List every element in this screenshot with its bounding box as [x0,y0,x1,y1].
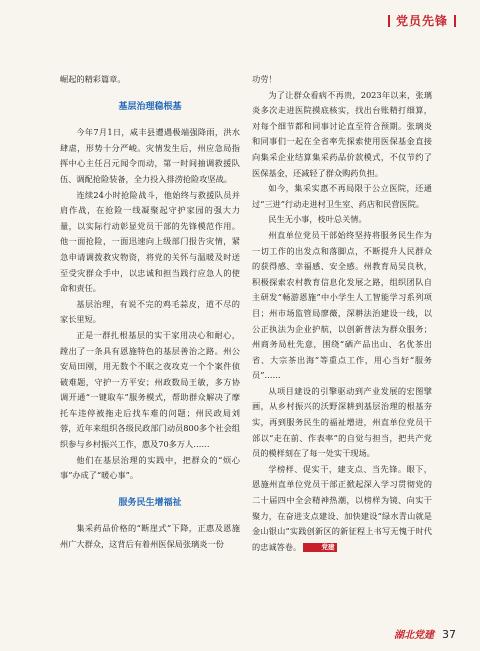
paragraph: 如今，集采实惠不再局限于公立医院，还通过“三进”行动走进村卫生室、药店和民营医院。 [252,183,432,209]
paragraph: 连续24小时抢险战斗，他始终与救援队员并肩作战，在抢险一线凝聚起守护家园的强大力量，以实际行动彰显党员干部的先锋模范作用。他一面抢险，一面迅速向上级部门报告灾情，紧急申请调拨救灾物资，将党的关怀与温暖及时送至受灾群众手中，以忠诚和担当践行应急人的使命和责任。 [60,189,240,294]
paragraph: 正是一群扎根基层的实干家用决心和耐心，蹚出了一条具有恩施特色的基层善治之路。州公安局田刚，用无数个不眠之夜攻克一个个案件侦破难题，守护一方平安；州政数局王敏，多方协调开通“一键取车”服务模式，帮助群众解决了摩托车违停被拖走后找车难的问题；州民政局刘蓉，近年来组织各级民政部门动员800多个社会组织参与乡村振兴工作，惠及70多万人…… [60,329,240,450]
paragraph: 为了让群众看病不再贵，2023年以来，张璃炎多次走进医院摸底核实，找出台账精打细算，对每个细节都和同事讨论直至符合预期。张璃炎和同事们一起在全省率先探索使用医保基金直接向集采企业结算集采药品价款模式，不仅节约了医保基金，还减轻了群众购药负担。 [252,89,432,178]
magazine-name: 湖北党建 [394,630,434,641]
paragraph-text: 学榜样、促实干，建支点、当先锋。眼下，恩施州直单位党员干部正掀起深入学习贯彻党的二十届四中全会精神热潮，以榜样为镜、向实干聚力，在奋进支点建设、加快建设“绿水青山就是金山银山”实践创新区的新征程上书写无愧于时代的忠诚答卷。 [252,463,432,552]
right-column [252,72,432,555]
paragraph: 今年7月1日，咸丰县遭遇极端强降雨，洪水肆虐，形势十分严峻。灾情发生后，州应急局指挥中心主任吕元闻令而动，第一时间抽调救援队伍、调配抢险装备，全力投入排涝抢险攻坚战。 [60,127,240,184]
page-footer [394,626,456,641]
paragraph: 崛起的精彩篇章。 [60,74,126,84]
section-heading: 基层治理稳根基 [118,101,182,112]
paragraph: 民生无小事，枝叶总关情。 [268,214,367,225]
paragraph: 基层治理，有说不完的鸡毛蒜皮，道不尽的家长里短。 [60,298,240,325]
page-number: 37 [442,628,456,641]
paragraph: 集采药品价格的“断崖式”下降，正惠及恩施州广大群众，这背后有着州医保局张璃炎一份 [60,523,240,550]
column-tag-label: 党员先锋 [395,14,448,28]
tag-bar-right [454,15,456,27]
tag-bar-left [388,15,390,27]
column-tag [388,12,456,29]
paragraph: 州直单位党员干部始终坚持将服务民生作为一切工作的出发点和落脚点，不断提升人民群众的获得感、幸福感、安全感。州教育局吴良秋，积极探索农村教育信息化发展之路，组织团队自主研发“畅游恩施”中小学生人工智能学习系列项目；州市场监管局廖薇，深耕法治建设一线，以公正执法为企业护航，以创新普法为群众服务；州商务局杜先意，围绕“硒产品出山、名优茶出省、大宗茶出海”等重点工作，用心当好“服务员”…… [252,229,432,381]
section-heading: 服务民生增福祉 [118,497,182,508]
paragraph-final [252,462,432,556]
paragraph: 他们在基层治理的实践中，把群众的“烦心事”办成了“暖心事”。 [60,454,240,481]
end-stamp: 党建 [303,543,336,552]
paragraph: 从项目建设的引擎驱动到产业发展的宏图擘画，从乡村振兴的沃野深耕到基层治理的根基夯实，再到服务民生的福祉增进，州直单位党员干部以“走在前、作表率”的自觉与担当，把共产党员的模样刻在了每一处实干现场。 [252,385,432,459]
paragraph: 功劳！ [252,74,277,84]
left-column [60,72,240,553]
